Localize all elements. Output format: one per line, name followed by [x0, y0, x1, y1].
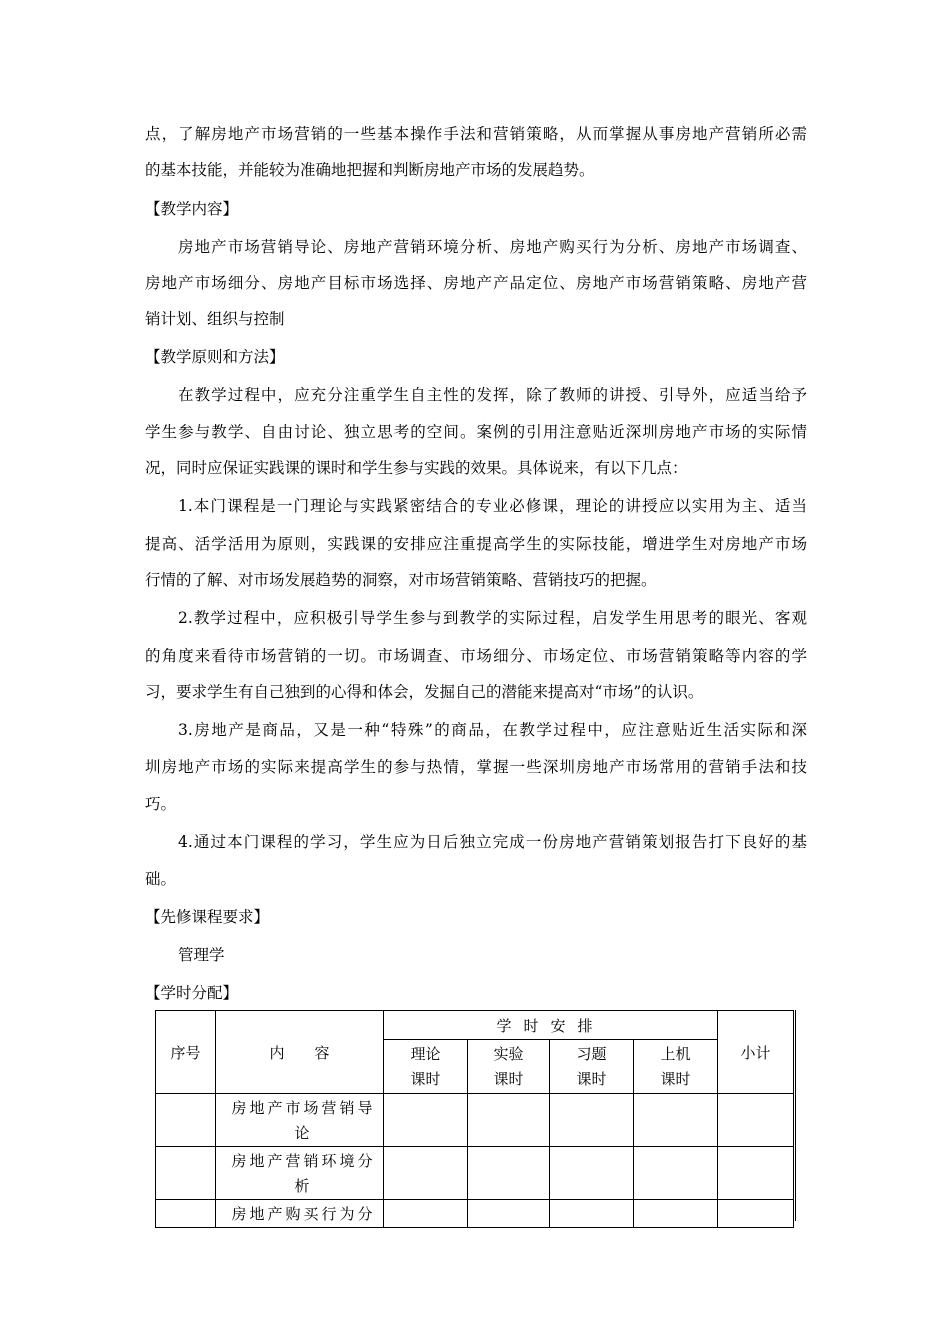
section-heading-prereq: 【先修课程要求】 [145, 908, 270, 926]
cell-seq [156, 1094, 216, 1147]
table-row [156, 1147, 794, 1200]
list-item-line: 1.本门课程是一门理论与实践紧密结合的专业必修课，理论的讲授应以实用为主、适当 [178, 497, 807, 515]
cell-subtotal [718, 1094, 794, 1147]
class-hours-table [155, 1010, 794, 1228]
paragraph-line: 房地产市场营销导论、房地产营销环境分析、房地产购买行为分析、房地产市场调查、 [178, 238, 807, 256]
paragraph-line: 销计划、组织与控制 [145, 310, 285, 328]
paragraph-line: 点，了解房地产市场营销的一些基本操作手法和营销策略，从而掌握从事房地产营销所必需 [145, 125, 807, 143]
cell-content: 房地产购买行为分 [216, 1200, 384, 1228]
cell-computer [634, 1094, 718, 1147]
paragraph-line: 的基本技能，并能较为准确地把握和判断房地产市场的发展趋势。 [145, 161, 595, 179]
section-heading-principles: 【教学原则和方法】 [145, 348, 285, 366]
header-theory-hours: 理论 课时 [384, 1040, 468, 1094]
table-row [156, 1200, 794, 1228]
table-row [156, 1094, 794, 1147]
paragraph-line: 况，同时应保证实践课的课时和学生参与实践的效果。具体说来，有以下几点： [145, 459, 688, 477]
cell-exercise [550, 1147, 634, 1200]
cell-exercise [550, 1200, 634, 1228]
list-item-line: 巧。 [145, 795, 177, 813]
cell-content: 房地产营销环境分 析 [216, 1147, 384, 1200]
paragraph-line: 房地产市场细分、房地产目标市场选择、房地产产品定位、房地产市场营销策略、房地产营 [145, 274, 807, 292]
paragraph-line: 学生参与教学、自由讨论、独立思考的空间。案例的引用注意贴近深圳房地产市场的实际情 [145, 423, 807, 441]
list-item-line: 2.教学过程中，应积极引导学生参与到教学的实际过程，启发学生用思考的眼光、客观 [178, 609, 807, 627]
list-item-line: 习，要求学生有自己独到的心得和体会，发掘自己的潜能来提高对“市场”的认识。 [145, 683, 704, 701]
list-item-line: 提高、活学活用为原则，实践课的安排应注重提高学生的实际技能，增进学生对房地产市场 [145, 535, 807, 553]
header-content: 内 容 [216, 1011, 384, 1094]
cell-theory [384, 1200, 468, 1228]
header-subtotal: 小计 [718, 1011, 794, 1094]
list-item-line: 3.房地产是商品，又是一种“特殊”的商品，在教学过程中，应注意贴近生活实际和深 [178, 721, 807, 739]
header-exercise-hours: 习题 课时 [550, 1040, 634, 1094]
cell-lab [468, 1147, 550, 1200]
cell-subtotal [718, 1200, 794, 1228]
list-item-line: 4.通过本门课程的学习，学生应为日后独立完成一份房地产营销策划报告打下良好的基 [178, 833, 807, 851]
cell-computer [634, 1147, 718, 1200]
section-heading-content: 【教学内容】 [145, 200, 239, 218]
list-item-line: 行情的了解、对市场发展趋势的洞察，对市场营销策略、营销技巧的把握。 [145, 571, 657, 589]
table-double-border [793, 1010, 796, 1221]
cell-lab [468, 1094, 550, 1147]
list-item-line: 圳房地产市场的实际来提高学生的参与热情，掌握一些深圳房地产市场常用的营销手法和技 [145, 758, 807, 776]
cell-computer [634, 1200, 718, 1228]
cell-theory [384, 1147, 468, 1200]
cell-content: 房地产市场营销导 论 [216, 1094, 384, 1147]
header-schedule: 学时安排 [384, 1011, 718, 1040]
cell-theory [384, 1094, 468, 1147]
section-heading-hours: 【学时分配】 [145, 984, 239, 1002]
header-computer-hours: 上机 课时 [634, 1040, 718, 1094]
cell-seq [156, 1147, 216, 1200]
prereq-course: 管理学 [178, 946, 225, 964]
cell-subtotal [718, 1147, 794, 1200]
header-seq: 序号 [156, 1011, 216, 1094]
cell-exercise [550, 1094, 634, 1147]
list-item-line: 的角度来看待市场营销的一切。市场调查、市场细分、市场定位、市场营销策略等内容的学 [145, 647, 807, 665]
list-item-line: 础。 [145, 870, 177, 888]
paragraph-line: 在教学过程中，应充分注重学生自主性的发挥，除了教师的讲授、引导外，应适当给予 [178, 386, 807, 404]
header-lab-hours: 实验 课时 [468, 1040, 550, 1094]
cell-lab [468, 1200, 550, 1228]
cell-seq [156, 1200, 216, 1228]
